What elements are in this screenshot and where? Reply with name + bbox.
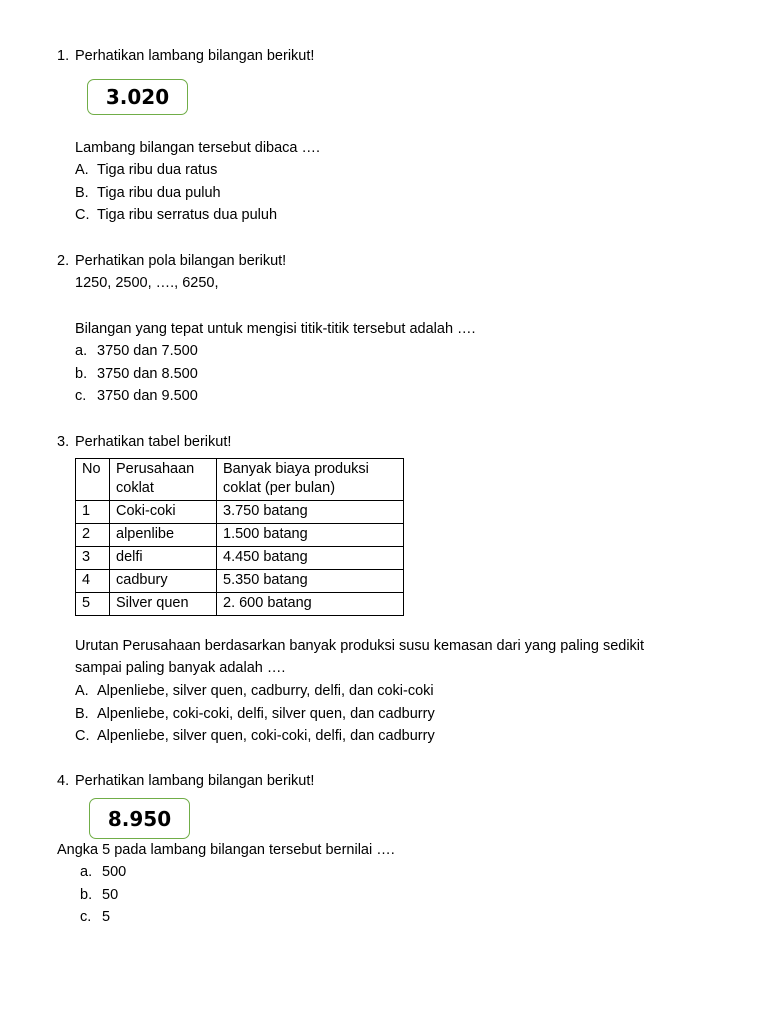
header-cost-line2: coklat (per bulan) bbox=[223, 480, 336, 496]
header-company-line1: Perusahaan bbox=[116, 461, 195, 477]
question-4-number: 4. bbox=[57, 773, 70, 789]
table-cell: Silver quen bbox=[110, 593, 217, 616]
question-2-pattern: 1250, 2500, …., 6250, bbox=[75, 275, 219, 291]
question-2-option-a[interactable] bbox=[75, 342, 198, 360]
header-no: No bbox=[82, 461, 101, 477]
option-text: Tiga ribu dua puluh bbox=[97, 185, 221, 201]
question-4-prompt bbox=[57, 772, 314, 790]
question-3-question-line1: Urutan Perusahaan berdasarkan banyak produksi susu kemasan dari yang paling sedikit bbox=[75, 638, 645, 654]
option-letter: c. bbox=[75, 388, 87, 404]
question-2-prompt-text: Perhatikan pola bilangan berikut! bbox=[75, 253, 287, 269]
table-cell: 5 bbox=[76, 593, 110, 616]
question-4-option-b[interactable] bbox=[80, 886, 118, 904]
question-2-prompt bbox=[57, 252, 286, 270]
option-text: 500 bbox=[102, 864, 127, 880]
question-1-prompt-text: Perhatikan lambang bilangan berikut! bbox=[75, 48, 315, 64]
header-cost-line1: Banyak biaya produksi bbox=[223, 461, 369, 477]
question-1-question: Lambang bilangan tersebut dibaca …. bbox=[75, 140, 321, 156]
question-1-prompt bbox=[57, 47, 314, 65]
option-letter: A. bbox=[75, 162, 89, 178]
option-text: Tiga ribu serratus dua puluh bbox=[97, 207, 278, 223]
question-1-number-box: 3.020 bbox=[87, 79, 188, 115]
question-3-prompt-text: Perhatikan tabel berikut! bbox=[75, 434, 232, 450]
table-header-cell bbox=[217, 459, 404, 501]
table-cell: 3 bbox=[76, 547, 110, 570]
option-letter: a. bbox=[80, 864, 93, 880]
table-cell: 3.750 batang bbox=[217, 501, 404, 524]
question-2-option-b[interactable] bbox=[75, 365, 198, 383]
table-cell: 2 bbox=[76, 524, 110, 547]
option-text: Alpenliebe, silver quen, coki-coki, delfi, dan cadburry bbox=[97, 728, 435, 744]
question-3-option-a[interactable] bbox=[75, 682, 434, 700]
question-3-option-c[interactable] bbox=[75, 727, 435, 745]
option-text: 3750 dan 7.500 bbox=[97, 343, 198, 359]
option-letter: C. bbox=[75, 728, 90, 744]
table-row bbox=[76, 570, 404, 593]
option-text: Alpenliebe, silver quen, cadburry, delfi, dan coki-coki bbox=[97, 683, 434, 699]
table-header-cell bbox=[110, 459, 217, 501]
table-cell: cadbury bbox=[110, 570, 217, 593]
option-text: 50 bbox=[102, 887, 119, 903]
question-3-question-line2: sampai paling banyak adalah …. bbox=[75, 660, 286, 676]
option-text: Tiga ribu dua ratus bbox=[97, 162, 218, 178]
question-1-number: 1. bbox=[57, 48, 70, 64]
production-table bbox=[75, 458, 404, 616]
option-text: Alpenliebe, coki-coki, delfi, silver quen, dan cadburry bbox=[97, 706, 435, 722]
option-letter: b. bbox=[75, 366, 88, 382]
table-cell: 4 bbox=[76, 570, 110, 593]
table-cell: 4.450 batang bbox=[217, 547, 404, 570]
option-text: 3750 dan 8.500 bbox=[97, 366, 198, 382]
question-2-option-c[interactable] bbox=[75, 387, 198, 405]
table-cell: alpenlibe bbox=[110, 524, 217, 547]
option-letter: a. bbox=[75, 343, 88, 359]
question-4-number-box: 8.950 bbox=[89, 798, 190, 839]
header-company-line2: coklat bbox=[116, 480, 154, 496]
option-letter: b. bbox=[80, 887, 93, 903]
table-cell: 1 bbox=[76, 501, 110, 524]
question-3-option-b[interactable] bbox=[75, 705, 435, 723]
question-4-prompt-text: Perhatikan lambang bilangan berikut! bbox=[75, 773, 315, 789]
option-text: 5 bbox=[102, 909, 111, 925]
table-cell: delfi bbox=[110, 547, 217, 570]
table-row bbox=[76, 501, 404, 524]
table-row bbox=[76, 593, 404, 616]
question-3-prompt bbox=[57, 433, 231, 451]
question-4-question: Angka 5 pada lambang bilangan tersebut bernilai …. bbox=[57, 842, 395, 858]
question-2-number: 2. bbox=[57, 253, 70, 269]
question-2-question: Bilangan yang tepat untuk mengisi titik-titik tersebut adalah …. bbox=[75, 321, 476, 337]
question-4-option-a[interactable] bbox=[80, 863, 126, 881]
table-header-row bbox=[76, 459, 404, 501]
question-1-option-b[interactable] bbox=[75, 184, 221, 202]
table-row bbox=[76, 524, 404, 547]
question-1-option-c[interactable] bbox=[75, 206, 277, 224]
table-header-cell bbox=[76, 459, 110, 501]
table-row bbox=[76, 547, 404, 570]
option-text: 3750 dan 9.500 bbox=[97, 388, 198, 404]
table-cell: 2. 600 batang bbox=[217, 593, 404, 616]
table-cell: Coki-coki bbox=[110, 501, 217, 524]
option-letter: B. bbox=[75, 706, 89, 722]
option-letter: A. bbox=[75, 683, 89, 699]
question-3-number: 3. bbox=[57, 434, 70, 450]
option-letter: B. bbox=[75, 185, 89, 201]
question-4-option-c[interactable] bbox=[80, 908, 110, 926]
table-cell: 1.500 batang bbox=[217, 524, 404, 547]
option-letter: C. bbox=[75, 207, 90, 223]
question-1-option-a[interactable] bbox=[75, 161, 217, 179]
option-letter: c. bbox=[80, 909, 92, 925]
table-cell: 5.350 batang bbox=[217, 570, 404, 593]
